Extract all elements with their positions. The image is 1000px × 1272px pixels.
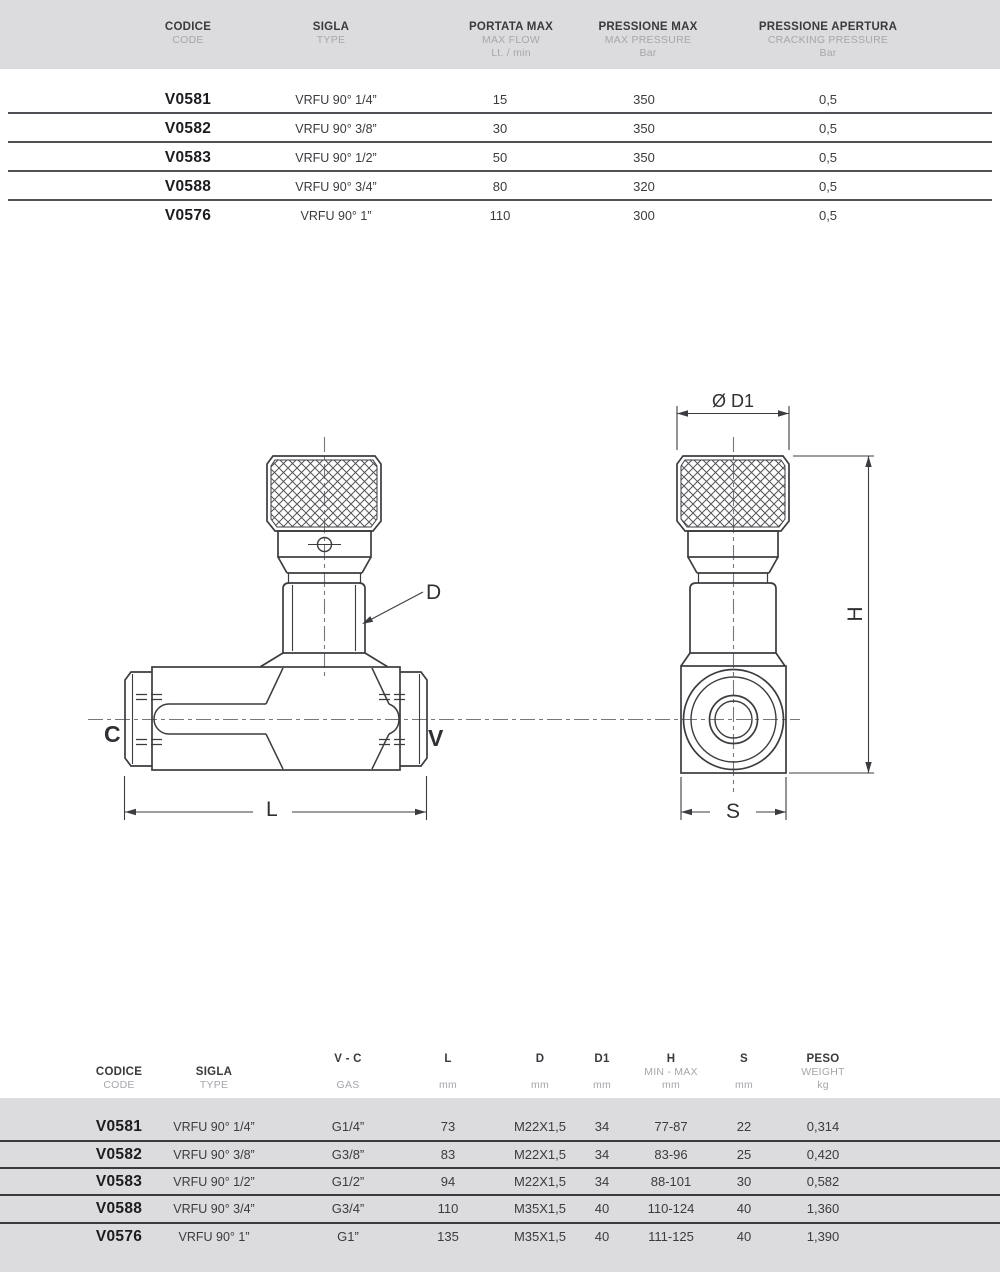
column-header-peso [801, 1053, 845, 1092]
header-sublabel: TYPE [199, 1079, 229, 1091]
cell-type: VRFU 90° 1/4” [295, 93, 377, 107]
header-label: V - C [334, 1053, 362, 1065]
cell-code: V0583 [95, 1173, 143, 1190]
row-divider [0, 1140, 1000, 1142]
cell-d1: 40 [594, 1229, 610, 1244]
cell-d: M22X1,5 [513, 1119, 567, 1134]
cell-h: 110-124 [647, 1201, 695, 1216]
cell-type: VRFU 90° 1/4” [173, 1120, 255, 1134]
header-label: L [444, 1053, 452, 1065]
cell-vc: G3/4” [331, 1201, 365, 1216]
cell-type: VRFU 90° 1/2” [173, 1175, 255, 1189]
dim-label-h: H [844, 606, 867, 622]
cell-d: M22X1,5 [513, 1174, 567, 1189]
cell-type: VRFU 90° 3/4” [295, 180, 377, 194]
cell-code: V0588 [164, 178, 212, 195]
cell-l: 73 [440, 1119, 456, 1134]
cell-pressure: 350 [633, 121, 655, 136]
bottom-table-band [0, 1098, 1000, 1272]
dim-label-s: S [725, 800, 741, 823]
column-header-d [531, 1053, 549, 1092]
column-header-pressione [598, 21, 697, 60]
header-label: SIGLA [195, 1066, 233, 1078]
header-label: H [666, 1053, 676, 1065]
header-spacer [735, 1066, 753, 1079]
column-header-codice [165, 21, 211, 60]
header-unit: Bar [819, 47, 837, 59]
cell-d: M35X1,5 [513, 1229, 567, 1244]
cell-d: M22X1,5 [513, 1147, 567, 1162]
dim-arrow [865, 762, 871, 773]
side-view [677, 391, 874, 823]
header-unit: mm [439, 1079, 457, 1091]
cell-l: 83 [440, 1147, 456, 1162]
technical-drawing [0, 380, 1000, 840]
cell-s: 40 [736, 1201, 752, 1216]
header-spacer [439, 1066, 457, 1079]
row-divider [0, 1222, 1000, 1224]
header-label: CODICE [95, 1066, 143, 1078]
cell-type: VRFU 90° 1” [178, 1230, 250, 1244]
cell-pressure: 350 [633, 92, 655, 107]
cell-h: 111-125 [648, 1229, 694, 1244]
cell-type: VRFU 90° 3/8” [173, 1148, 255, 1162]
column-header-portata [469, 21, 553, 60]
cell-type: VRFU 90° 1” [300, 209, 372, 223]
cell-cracking: 0,5 [818, 208, 838, 223]
cell-type: VRFU 90° 1/2” [295, 151, 377, 165]
header-label: SIGLA [312, 21, 350, 33]
header-sublabel: MAX FLOW [481, 34, 540, 46]
cell-weight: 0,420 [806, 1147, 840, 1162]
column-header-vc [334, 1053, 361, 1092]
header-spacer [196, 1053, 232, 1066]
dim-arrow [775, 809, 786, 815]
header-sublabel: CODE [103, 1079, 135, 1091]
front-view [104, 437, 444, 821]
dim-label-d1: Ø D1 [711, 391, 755, 411]
cell-l: 135 [437, 1229, 459, 1244]
cell-cracking: 0,5 [818, 92, 838, 107]
header-spacer [593, 1066, 611, 1079]
header-unit: mm [735, 1079, 753, 1091]
cell-flow: 30 [492, 121, 508, 136]
cell-type: VRFU 90° 3/8” [295, 122, 377, 136]
header-sublabel: WEIGHT [801, 1066, 845, 1078]
row-divider [0, 1167, 1000, 1169]
dim-arrow [865, 456, 871, 467]
cell-l: 94 [440, 1174, 456, 1189]
header-label: PORTATA MAX [468, 21, 554, 33]
cell-d: M35X1,5 [513, 1201, 567, 1216]
cell-flow: 15 [492, 92, 508, 107]
cell-cracking: 0,5 [818, 150, 838, 165]
dim-arrow [415, 809, 426, 815]
column-header-s [735, 1053, 753, 1092]
column-header-h [644, 1053, 698, 1092]
dim-label-d: D [426, 581, 442, 604]
internal-bore [154, 668, 399, 769]
cell-vc: G1/4” [331, 1119, 365, 1134]
cell-vc: G3/8” [331, 1147, 365, 1162]
port-label-v: V [428, 725, 444, 751]
cell-code: V0576 [95, 1228, 143, 1245]
header-sublabel: MAX PRESSURE [604, 34, 692, 46]
cell-d1: 34 [594, 1119, 610, 1134]
knurl-pattern [271, 460, 377, 527]
header-sublabel: CRACKING PRESSURE [767, 34, 889, 46]
header-unit: Lt. / min [491, 47, 531, 59]
cell-vc: G1” [337, 1229, 359, 1244]
column-header-l [439, 1053, 457, 1092]
header-unit: mm [531, 1079, 549, 1091]
cell-weight: 0,314 [806, 1119, 840, 1134]
header-unit: mm [593, 1079, 611, 1091]
dim-arrow [125, 809, 136, 815]
cell-cracking: 0,5 [818, 179, 838, 194]
cell-code: V0583 [164, 149, 212, 166]
header-label: CODICE [164, 21, 212, 33]
cell-s: 30 [736, 1174, 752, 1189]
row-divider [8, 170, 992, 172]
header-unit [313, 47, 349, 60]
cell-code: V0582 [164, 120, 212, 137]
cell-code: V0576 [164, 207, 212, 224]
row-divider [8, 112, 992, 114]
header-unit: kg [817, 1079, 829, 1091]
cell-vc: G1/2” [331, 1174, 365, 1189]
column-header-sigla [196, 1053, 232, 1092]
cell-l: 110 [437, 1201, 459, 1216]
cell-h: 77-87 [654, 1119, 688, 1134]
port-label-c: C [104, 721, 121, 747]
dim-arrow [677, 410, 688, 416]
header-label: PESO [806, 1053, 840, 1065]
header-label: PRESSIONE APERTURA [758, 21, 898, 33]
cell-weight: 1,360 [806, 1201, 840, 1216]
row-divider [8, 199, 992, 201]
row-divider [8, 141, 992, 143]
header-label: PRESSIONE MAX [598, 21, 698, 33]
cell-code: V0581 [95, 1118, 143, 1135]
header-label: D [535, 1053, 545, 1065]
cell-type: VRFU 90° 3/4” [173, 1202, 255, 1216]
cell-flow: 110 [489, 208, 511, 223]
column-header-d1 [593, 1053, 611, 1092]
cell-pressure: 320 [633, 179, 655, 194]
header-sublabel: TYPE [316, 34, 346, 46]
cell-cracking: 0,5 [818, 121, 838, 136]
cell-flow: 80 [492, 179, 508, 194]
cell-pressure: 300 [633, 208, 655, 223]
knurl-pattern [681, 460, 785, 527]
cell-s: 40 [736, 1229, 752, 1244]
d-leader-line [366, 592, 423, 622]
dim-arrow [778, 410, 789, 416]
header-unit: GAS [336, 1079, 360, 1091]
cell-d1: 34 [594, 1174, 610, 1189]
row-divider [0, 1194, 1000, 1196]
header-sublabel: CODE [172, 34, 204, 46]
header-label: D1 [594, 1053, 610, 1065]
header-unit [165, 47, 211, 60]
cell-code: V0588 [95, 1200, 143, 1217]
column-header-sigla [313, 21, 349, 60]
cell-pressure: 350 [633, 150, 655, 165]
header-unit: mm [662, 1079, 680, 1091]
header-label: S [740, 1053, 748, 1065]
header-spacer [96, 1053, 142, 1066]
leader-arrow [362, 616, 373, 624]
cell-weight: 0,582 [806, 1174, 840, 1189]
cell-h: 88-101 [650, 1174, 692, 1189]
top-table-header-band [0, 0, 1000, 69]
column-header-codice [96, 1053, 142, 1092]
header-unit: Bar [639, 47, 657, 59]
header-spacer [531, 1066, 549, 1079]
cell-d1: 40 [594, 1201, 610, 1216]
cell-s: 22 [736, 1119, 752, 1134]
cell-code: V0582 [95, 1146, 143, 1163]
cell-weight: 1,390 [806, 1229, 840, 1244]
header-spacer [334, 1066, 361, 1079]
cell-flow: 50 [492, 150, 508, 165]
dim-arrow [681, 809, 692, 815]
cell-s: 25 [736, 1147, 752, 1162]
header-sublabel: MIN - MAX [644, 1066, 698, 1078]
cell-d1: 34 [594, 1147, 610, 1162]
column-header-apertura [759, 21, 897, 60]
cell-code: V0581 [164, 91, 212, 108]
cell-h: 83-96 [654, 1147, 688, 1162]
dim-label-l: L [266, 798, 278, 821]
